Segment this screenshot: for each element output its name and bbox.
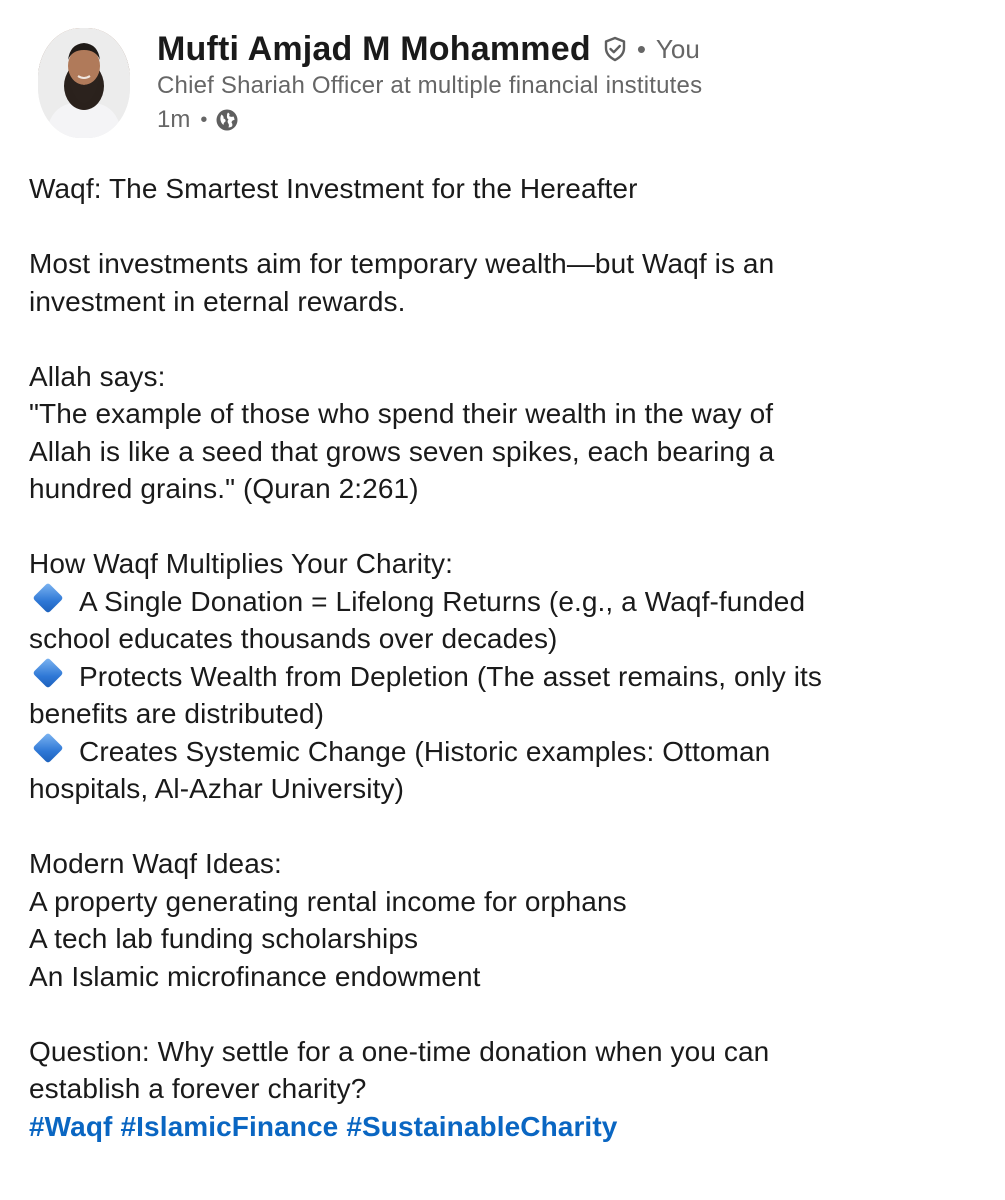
- separator-dot: •: [200, 108, 208, 131]
- post-time: 1m: [157, 106, 191, 133]
- hashtag-link[interactable]: #Waqf: [29, 1110, 113, 1142]
- allah-says: Allah says:: [29, 360, 166, 392]
- post-title: Waqf: The Smartest Investment for the Hereafter: [29, 173, 638, 204]
- quote-line-3: hundred grains." (Quran 2:261): [29, 473, 419, 504]
- bullet-1-line-1: A Single Donation = Lifelong Returns (e.g., a Waqf-funded: [29, 583, 979, 621]
- intro-line-1: Most investments aim for temporary wealth—but Waqf is an: [29, 248, 775, 279]
- quote-line-2: Allah is like a seed that grows seven spikes, each bearing a: [29, 435, 775, 467]
- avatar[interactable]: [38, 28, 130, 138]
- idea-item-1: A property generating rental income for orphans: [29, 885, 627, 917]
- post-time-row: [157, 106, 702, 134]
- question-line-2: establish a forever charity?: [29, 1073, 367, 1104]
- separator-dot: •: [636, 33, 646, 64]
- post-body: [29, 170, 979, 1145]
- blue-diamond-icon: [32, 732, 63, 763]
- question-line-1: Question: Why settle for a one-time donation when you can: [29, 1035, 770, 1067]
- how-heading: How Waqf Multiplies Your Charity:: [29, 548, 453, 579]
- bullet-2-line-2: benefits are distributed): [29, 698, 325, 729]
- author-name[interactable]: Mufti Amjad M Mohammed: [157, 29, 591, 68]
- hashtag-link[interactable]: #SustainableCharity: [346, 1110, 618, 1142]
- bullet-3-line-1: Creates Systemic Change (Historic examples: Ottoman: [29, 733, 979, 771]
- hashtags-row: [29, 1108, 979, 1146]
- modern-heading: Modern Waqf Ideas:: [29, 848, 282, 879]
- quote-line-1: "The example of those who spend their wealth in the way of: [29, 398, 774, 429]
- intro-line-2: investment in eternal rewards.: [29, 285, 406, 317]
- bullet-3-line-2: hospitals, Al-Azhar University): [29, 773, 405, 804]
- avatar-photo: [38, 28, 130, 138]
- hashtag-link[interactable]: #IslamicFinance: [120, 1110, 339, 1142]
- bullet-2-line-1: Protects Wealth from Depletion (The asset remains, only its: [29, 658, 979, 696]
- name-row: [157, 28, 702, 70]
- verified-shield-icon: [601, 35, 629, 63]
- bullet-1-line-2: school educates thousands over decades): [29, 623, 558, 654]
- relation-label: You: [655, 33, 700, 64]
- idea-item-2: A tech lab funding scholarships: [29, 923, 419, 954]
- author-meta: [157, 28, 702, 134]
- idea-item-3: An Islamic microfinance endowment: [29, 960, 481, 992]
- blue-diamond-icon: [32, 657, 63, 688]
- globe-icon: [215, 108, 239, 132]
- blue-diamond-icon: [32, 582, 63, 613]
- author-headline: Chief Shariah Officer at multiple financial institutes: [157, 72, 703, 99]
- post-header: [38, 28, 702, 138]
